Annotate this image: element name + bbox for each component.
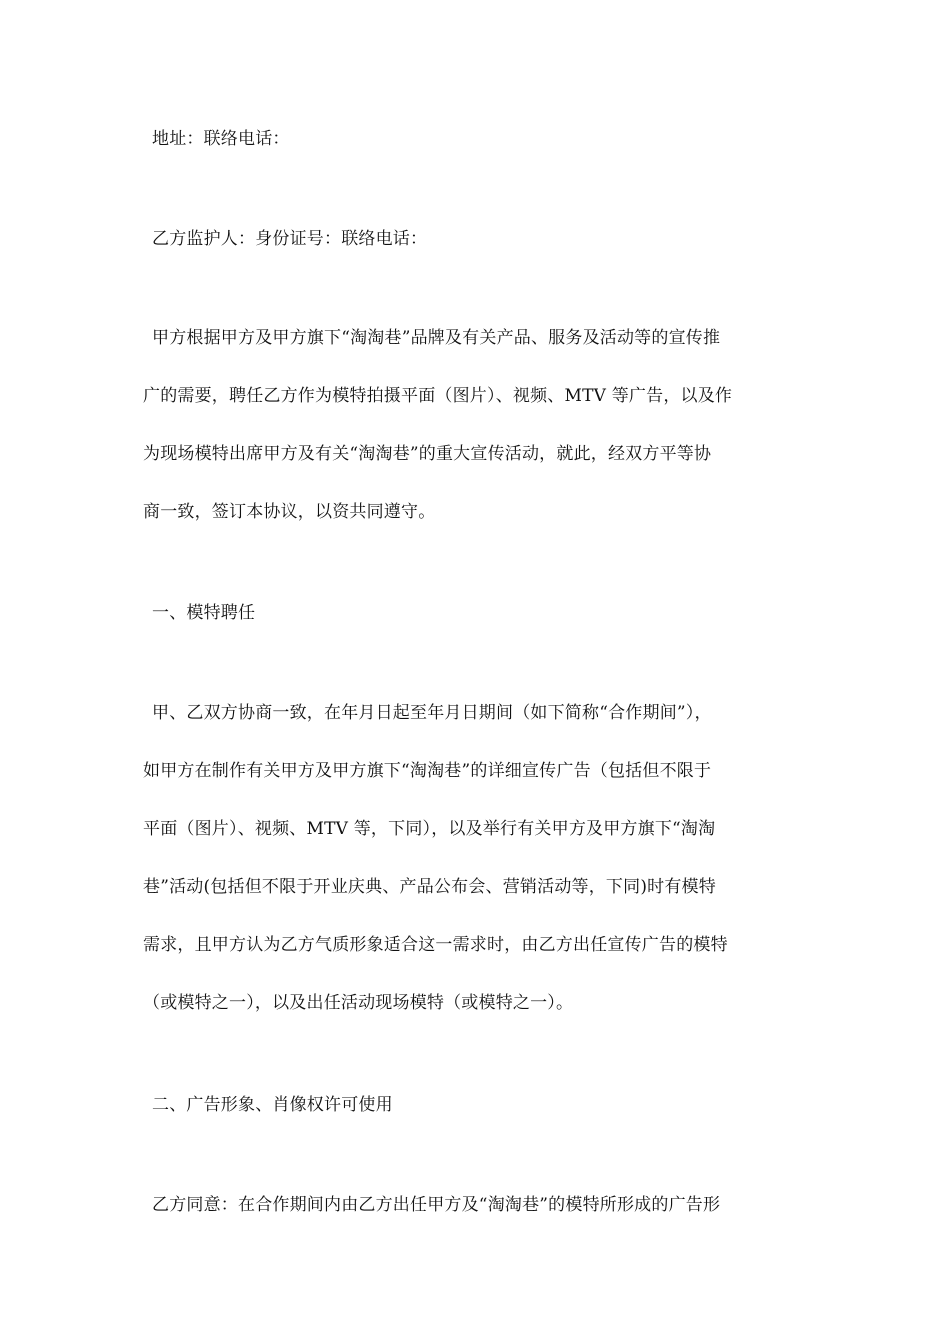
intro-paragraph-line: 为现场模特出席甲方及有关“淘淘巷”的重大宣传活动，就此，经双方平等协 [143, 444, 712, 464]
guardian-id-phone-line: 乙方监护人：身份证号：联络电话： [152, 229, 428, 249]
section1-paragraph-line: （或模特之一），以及出任活动现场模特（或模特之一）。 [143, 993, 574, 1013]
section1-paragraph-line: 需求，且甲方认为乙方气质形象适合这一需求时，由乙方出任宣传广告的模特 [143, 935, 728, 955]
section1-paragraph-line: 如甲方在制作有关甲方及甲方旗下“淘淘巷”的详细宣传广告（包括但不限于 [143, 761, 712, 781]
intro-paragraph-line: 商一致，签订本协议，以资共同遵守。 [143, 502, 436, 522]
section1-paragraph-line: 巷”活动(包括但不限于开业庆典、产品公布会、营销活动等，下同)时有模特 [143, 877, 716, 897]
section1-paragraph-line: 平面（图片）、视频、MTV 等，下同），以及举行有关甲方及甲方旗下“淘淘 [143, 819, 716, 839]
intro-paragraph-line: 甲方根据甲方及甲方旗下“淘淘巷”品牌及有关产品、服务及活动等的宣传推 [152, 328, 721, 348]
section-title-model-appointment: 一、模特聘任 [152, 603, 256, 623]
address-phone-line: 地址：联络电话： [152, 129, 290, 149]
intro-paragraph-line: 广的需要，聘任乙方作为模特拍摄平面（图片）、视频、MTV 等广告，以及作 [143, 386, 733, 406]
section2-paragraph-line: 乙方同意：在合作期间内由乙方出任甲方及“淘淘巷”的模特所形成的广告形 [152, 1195, 721, 1215]
section1-paragraph-line: 甲、乙双方协商一致，在年月日起至年月日期间（如下简称“合作期间”）， [152, 703, 712, 723]
section-title-image-portrait-rights: 二、广告形象、肖像权许可使用 [152, 1095, 393, 1115]
